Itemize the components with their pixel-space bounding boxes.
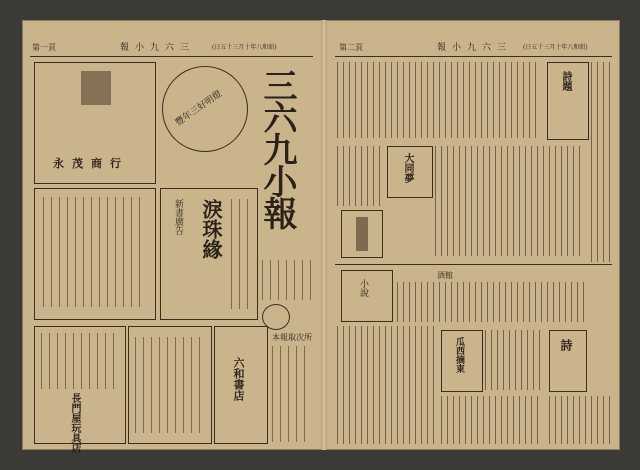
poem-title-box: 詩 xyxy=(549,330,587,392)
store-ad-box xyxy=(34,62,156,184)
middle-ad-box xyxy=(34,188,156,320)
melon-box: 瓜西摘東 xyxy=(441,330,483,392)
right-header-page-no: 第二頁 xyxy=(339,43,363,52)
lamp-banner-text: 豐年三好明燈 xyxy=(173,89,224,129)
newspaper-sheet xyxy=(22,20,620,453)
small-ad xyxy=(128,326,212,444)
lamp-banner-circle xyxy=(162,66,248,152)
figure-illustration xyxy=(341,210,383,258)
dream-box: 大同夢 xyxy=(387,146,433,198)
bookstore-name: 六和書店 xyxy=(232,357,245,401)
left-page xyxy=(22,20,321,453)
new-book-notice: 新書廣告 xyxy=(173,199,183,235)
masthead: 三六九小報 xyxy=(257,68,297,228)
left-header-page-no: 第一頁 xyxy=(32,43,56,52)
right-header-title: 報小九六三 xyxy=(437,43,513,53)
novel-title: 淚珠緣 xyxy=(199,199,223,259)
novel-ad-box xyxy=(160,188,258,320)
text-columns-top xyxy=(337,62,537,138)
left-header-date: (日五十三月十年八和昭) xyxy=(212,44,277,51)
store-logo xyxy=(81,71,111,105)
bookstore-ad xyxy=(214,326,268,444)
novel-box: 小說 xyxy=(341,270,393,322)
right-header-date: (日五十三月十年八和昭) xyxy=(523,44,588,51)
store-name: 永茂商行 xyxy=(53,157,129,170)
left-header-title: 報小九六三 xyxy=(120,43,196,53)
shop-heading: 酒館 xyxy=(437,271,453,280)
poem-box: 詩題 xyxy=(547,62,589,140)
right-page xyxy=(327,20,620,450)
toy-store-ad xyxy=(34,326,126,453)
toy-store-name: 長門屋玩具店 xyxy=(69,393,80,453)
contact-notice: 本報取次所 xyxy=(272,333,312,342)
